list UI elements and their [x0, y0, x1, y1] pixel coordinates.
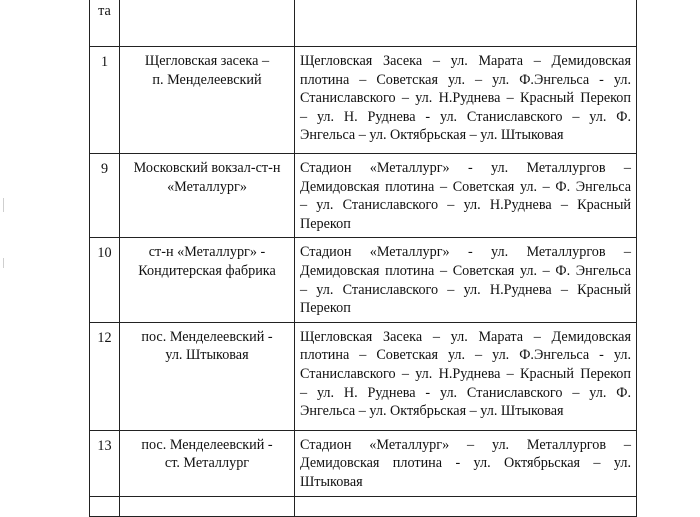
- route-path-line: плотина – Советская ул. – ул. Ф.Энгельса - ул.: [300, 347, 631, 364]
- route-path-line: Демидовская плотина – Советская ул. – Ф. Энгельса: [300, 262, 631, 279]
- table-row-partial: [90, 496, 637, 516]
- route-number: 9: [90, 154, 120, 238]
- partial-cell: [295, 496, 637, 516]
- routes-table: [89, 0, 637, 517]
- route-path: [295, 322, 637, 430]
- route-path: [295, 154, 637, 238]
- route-name-line: Московский вокзал-ст-н: [133, 160, 281, 176]
- table-row: [90, 430, 637, 496]
- route-name: [120, 322, 295, 430]
- header-name-cell: [120, 0, 295, 47]
- route-number: 1: [90, 47, 120, 154]
- route-path-line: Демидовская плотина - ул. Октябрьская – ул.: [300, 455, 631, 472]
- route-number: 12: [90, 322, 120, 430]
- route-name: [120, 238, 295, 322]
- route-path-line: плотина – Советская ул. – ул. Ф.Энгельса - ул.: [300, 71, 631, 88]
- route-path: [295, 238, 637, 322]
- route-path-line: Стадион «Металлург» - ул. Металлургов –: [300, 160, 631, 176]
- route-name-line: пос. Менделеевский -: [141, 436, 273, 453]
- route-path-line: Щегловская Засека – ул. Марата – Демидовская: [300, 53, 631, 69]
- header-path-cell: [295, 0, 637, 47]
- route-path-line: Энгельса – ул. Октябрьская – ул. Штыковая: [300, 127, 564, 144]
- route-name: [120, 154, 295, 238]
- scan-artifact: [3, 258, 4, 268]
- route-path-line: Перекоп: [300, 300, 351, 317]
- table-row: [90, 47, 637, 154]
- table-row: [90, 322, 637, 430]
- route-path-line: Щегловская Засека – ул. Марата – Демидовская: [300, 328, 631, 345]
- route-path-line: Станиславского – ул. Н.Руднева – Красный Перекоп: [300, 365, 631, 382]
- route-path: [295, 430, 637, 496]
- header-number-cell: та: [90, 0, 120, 47]
- route-name-line: Кондитерская фабрика: [138, 262, 276, 279]
- partial-cell: [90, 496, 120, 516]
- route-name: [120, 47, 295, 154]
- table-header-row: [90, 0, 637, 47]
- route-path-line: Энгельса – ул. Октябрьская – ул. Штыковая: [300, 403, 564, 420]
- route-name-line: Щегловская засека –: [144, 53, 270, 69]
- route-number: 10: [90, 238, 120, 322]
- route-name-line: п. Менделеевский: [152, 71, 262, 88]
- scan-artifact: [3, 198, 4, 212]
- route-path: [295, 47, 637, 154]
- route-name-line: ст-н «Металлург» -: [148, 244, 266, 261]
- route-path-line: Стадион «Металлург» – ул. Металлургов –: [300, 436, 631, 453]
- route-path-line: – ул. Станиславского – ул. Н.Руднева – Красный: [300, 197, 631, 214]
- route-path-line: – ул. Станиславского – ул. Н.Руднева – Красный: [300, 281, 631, 298]
- route-number: 13: [90, 430, 120, 496]
- route-path-line: – ул. Н. Руднева - ул. Станиславского – ул. Ф.: [300, 384, 631, 401]
- table-row: [90, 238, 637, 322]
- route-path-line: Штыковая: [300, 473, 363, 490]
- partial-cell: [120, 496, 295, 516]
- route-name: [120, 430, 295, 496]
- route-path-line: Перекоп: [300, 215, 351, 232]
- route-name-line: ст. Металлург: [164, 455, 250, 472]
- route-name-line: пос. Менделеевский -: [141, 328, 273, 345]
- route-path-line: Стадион «Металлург» - ул. Металлургов –: [300, 244, 631, 261]
- route-name-line: ул. Штыковая: [165, 347, 249, 364]
- route-name-line: «Металлург»: [167, 178, 247, 195]
- table-row: [90, 154, 637, 238]
- route-path-line: Демидовская плотина – Советская ул. – Ф. Энгельса: [300, 178, 631, 195]
- route-path-line: – ул. Н. Руднева - ул. Станиславского – ул. Ф.: [300, 108, 631, 125]
- route-path-line: Станиславского – ул. Н.Руднева – Красный Перекоп: [300, 90, 631, 107]
